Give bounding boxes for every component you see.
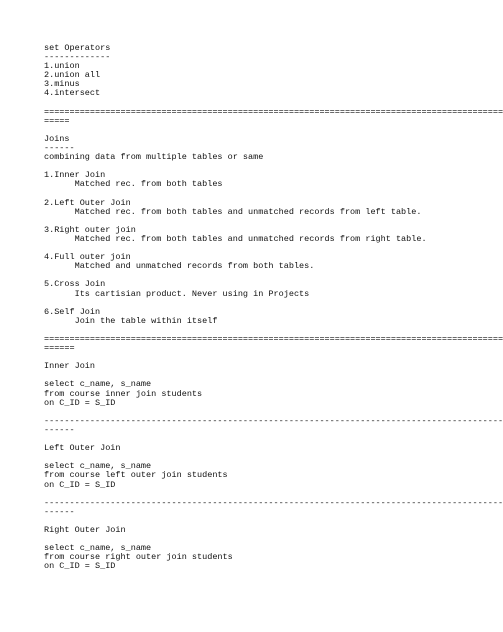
text-line: 5.Cross Join: [44, 279, 106, 290]
text-line: 1.Inner Join: [44, 170, 106, 181]
text-line: set Operators: [44, 43, 111, 53]
text-line: from course left outer join students: [44, 470, 228, 481]
text-line: [44, 353, 436, 362]
text-line: [44, 299, 436, 308]
separator-line: ==========================================================================================: [44, 106, 503, 117]
text-line: 1.union: [44, 61, 80, 72]
text-line: Joins: [44, 133, 70, 144]
text-line: on C_ID = S_ID: [44, 479, 116, 490]
text-line: Join the table within itself: [44, 315, 218, 326]
text-line: 2.Left Outer Join: [44, 197, 131, 208]
text-line: Matched rec. from both tables: [44, 179, 223, 190]
text-line: [44, 126, 436, 135]
text-line: Left Outer Join: [44, 443, 121, 454]
text-line: select c_name, s_name: [44, 461, 152, 472]
text-line: =====: [44, 115, 70, 126]
text-line: 2.union all: [44, 70, 101, 81]
text-line: 3.Right outer join: [44, 224, 136, 235]
text-line: -------------: [44, 52, 111, 63]
separator-line: ==========================================================================================: [44, 334, 503, 344]
text-line: ------: [44, 506, 75, 517]
text-line: select c_name, s_name: [44, 379, 152, 390]
text-line: combining data from multiple tables or same: [44, 152, 264, 163]
separator-line: ------------------------------------------------------------------------------------------: [44, 497, 503, 508]
text-line: ------: [44, 143, 75, 154]
text-line: select c_name, s_name: [44, 543, 152, 554]
text-line: Right Outer Join: [44, 524, 126, 535]
text-line: ------: [44, 424, 75, 435]
text-line: from course inner join students: [44, 388, 203, 399]
text-line: Its cartisian product. Never using in Projects: [44, 288, 310, 299]
text-line: Inner Join: [44, 361, 96, 372]
text-line: 4.intersect: [44, 88, 101, 99]
document-body: [44, 43, 503, 572]
text-line: ======: [44, 343, 75, 354]
text-line: 6.Self Join: [44, 306, 101, 317]
text-line: on C_ID = S_ID: [44, 561, 116, 572]
text-line: 4.Full outer join: [44, 252, 131, 263]
text-line: Matched rec. from both tables and unmatched records from right table.: [44, 233, 427, 244]
text-line: on C_ID = S_ID: [44, 397, 116, 408]
separator-line: ------------------------------------------------------------------------------------------: [44, 415, 503, 426]
text-line: Matched and unmatched records from both tables.: [44, 261, 315, 272]
text-line: from course right outer join students: [44, 552, 233, 563]
text-line: Matched rec. from both tables and unmatched records from left table.: [44, 206, 422, 217]
text-line: 3.minus: [44, 79, 80, 90]
